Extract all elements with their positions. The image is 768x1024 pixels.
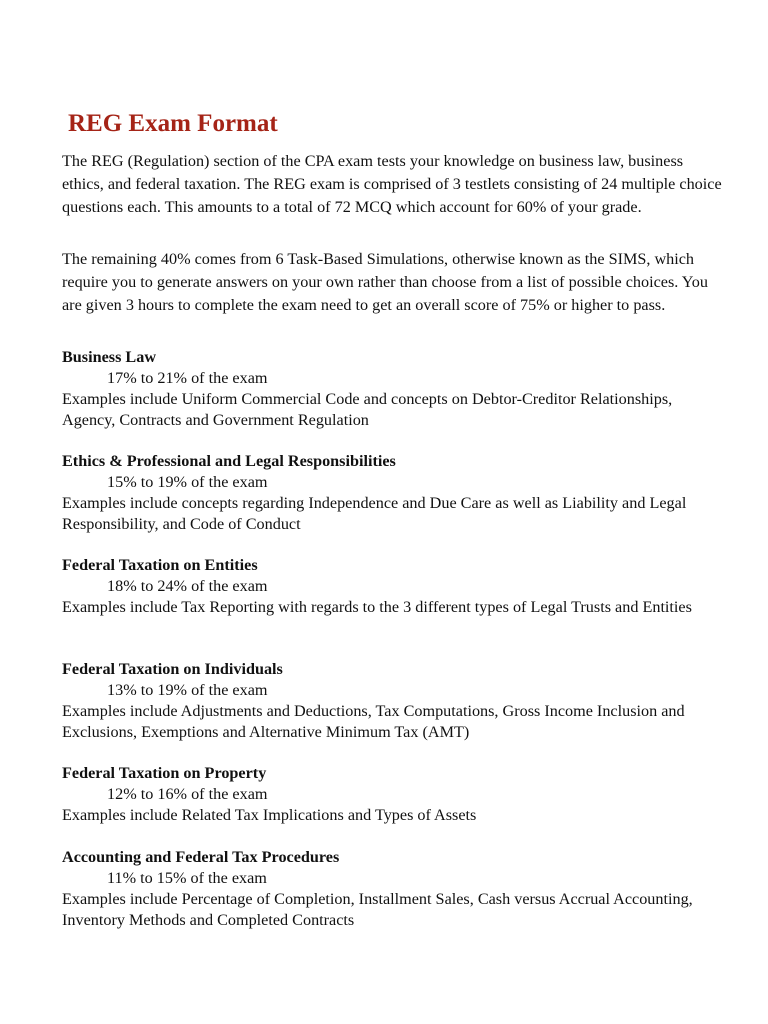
section-percentage-range: 18% to 24% of the exam — [107, 577, 268, 595]
section-heading: Federal Taxation on Individuals — [62, 660, 283, 678]
intro-paragraph: The remaining 40% comes from 6 Task-Based Simulations, otherwise known as the SIMS, which require you to generate answers on your own rather than choose from a list of possible choices. You are given 3 hours to complete the exam need to get an overall score of 75% or higher to pass. — [62, 250, 708, 314]
intro-paragraph: The REG (Regulation) section of the CPA exam tests your knowledge on business law, business ethics, and federal taxation. The REG exam is comprised of 3 testlets consisting of 24 multiple choice questions each. This amounts to a total of 72 MCQ which account for 60% of your grade. — [62, 152, 722, 216]
section-examples: Examples include concepts regarding Independence and Due Care as well as Liability and Legal Responsibility, and Code of Conduct — [62, 494, 687, 533]
section-examples: Examples include Related Tax Implications and Types of Assets — [62, 806, 477, 824]
section-heading: Accounting and Federal Tax Procedures — [62, 848, 340, 866]
section-percentage-range: 13% to 19% of the exam — [107, 681, 268, 699]
section-heading: Federal Taxation on Property — [62, 764, 267, 782]
section-examples: Examples include Adjustments and Deductions, Tax Computations, Gross Income Inclusion and Exclusions, Exemptions and Alternative Minimum Tax (AMT) — [62, 702, 685, 741]
section-examples: Examples include Tax Reporting with regards to the 3 different types of Legal Trusts and Entities — [62, 598, 692, 616]
section-percentage-range: 12% to 16% of the exam — [107, 785, 268, 803]
section-federal-taxation-individuals — [62, 658, 722, 743]
section-percentage-range: 11% to 15% of the exam — [107, 869, 267, 887]
section-federal-taxation-entities — [62, 554, 722, 618]
page-title: REG Exam Format — [68, 110, 278, 137]
section-heading: Ethics & Professional and Legal Responsibilities — [62, 452, 396, 470]
section-examples: Examples include Percentage of Completion, Installment Sales, Cash versus Accrual Accounting, Inventory Methods and Completed Contracts — [62, 890, 693, 929]
section-accounting-tax-procedures — [62, 846, 722, 931]
section-heading: Federal Taxation on Entities — [62, 556, 258, 574]
section-examples: Examples include Uniform Commercial Code and concepts on Debtor-Creditor Relationships, Agency, Contracts and Government Regulation — [62, 390, 673, 429]
section-percentage-range: 15% to 19% of the exam — [107, 473, 268, 491]
section-heading: Business Law — [62, 348, 157, 366]
section-ethics — [62, 450, 722, 535]
section-percentage-range: 17% to 21% of the exam — [107, 369, 268, 387]
section-federal-taxation-property — [62, 762, 722, 826]
section-business-law — [62, 346, 722, 431]
